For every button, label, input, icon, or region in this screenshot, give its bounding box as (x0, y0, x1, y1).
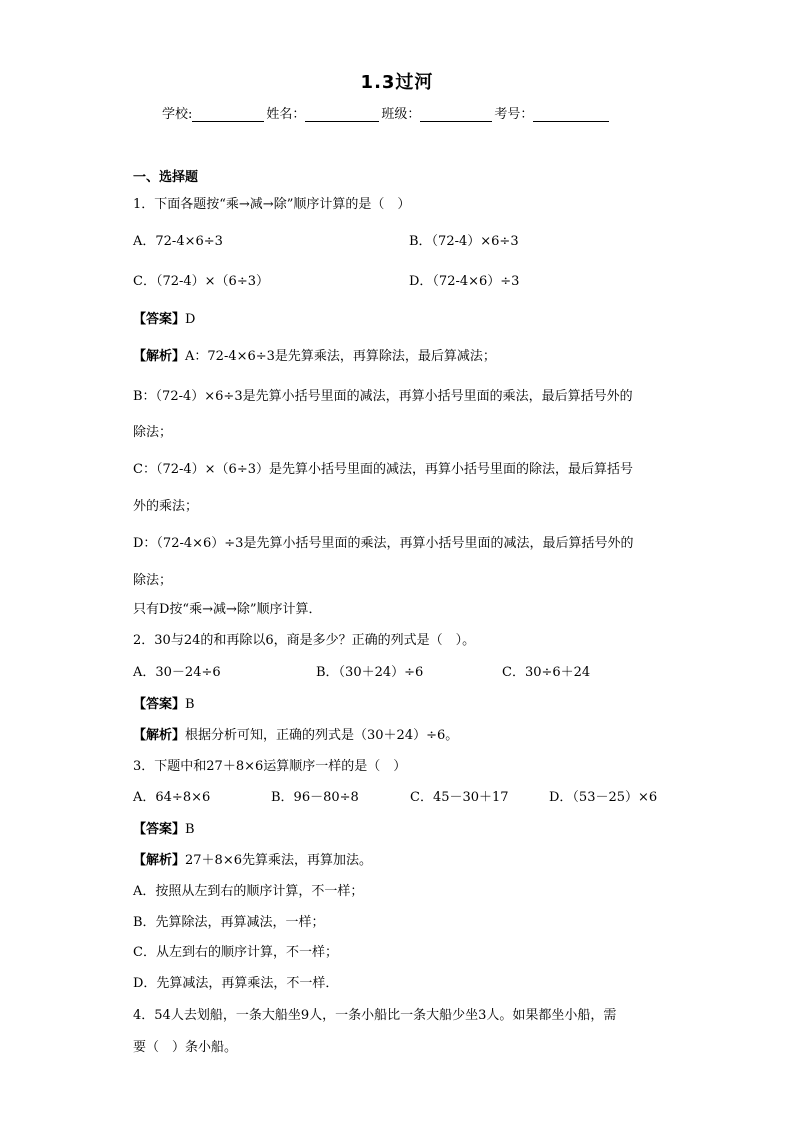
analysis-tag: 【解析】 (133, 853, 186, 868)
q1-analysis-d: D：（72-4×6）÷3是先算小括号里面的乘法，再算小括号里面的减法，最后算括号外的 (133, 536, 634, 551)
name-label: 姓名： (266, 107, 306, 122)
class-blank (420, 107, 492, 122)
q1-analysis-summary: 只有D按“乘→减→除”顺序计算． (133, 602, 322, 617)
q3-analysis-c: C．从左到右的顺序计算，不一样； (133, 945, 338, 960)
analysis-text: A：72-4×6÷3是先算乘法，再算除法，最后算减法； (185, 349, 496, 364)
answer-tag: 【答案】 (133, 822, 186, 837)
q3-analysis-a: A．按照从左到右的顺序计算，不一样； (133, 884, 364, 899)
answer-tag: 【答案】 (133, 697, 186, 712)
q2-option-c: C．30÷6＋24 (502, 665, 591, 680)
analysis-tag: 【解析】 (133, 728, 186, 743)
q1-analysis-b: B：（72-4）×6÷3是先算小括号里面的减法，再算小括号里面的乘法，最后算括号外的 (133, 389, 633, 404)
q1-option-b: B．（72-4）×6÷3 (409, 234, 519, 249)
q3-answer (133, 818, 195, 837)
student-info-line (162, 103, 642, 122)
q4-stem: 4．54人去划船，一条大船坐9人，一条小船比一条大船少坐3人。如果都坐小船，需 (133, 1008, 617, 1023)
q3-option-d: D．（53－25）×6 (549, 790, 658, 805)
q1-analysis-c-cont: 外的乘法； (133, 499, 199, 514)
q3-analysis-b: B．先算除法，再算减法，一样； (133, 915, 325, 930)
answer-value: B (185, 822, 195, 837)
page-title: 1.3过河 (360, 72, 434, 93)
school-label: 学校: (162, 107, 193, 122)
class-label: 班级： (381, 107, 421, 122)
q1-analysis-b-cont: 除法； (133, 425, 173, 440)
analysis-text: 根据分析可知，正确的列式是（30＋24）÷6。 (185, 728, 459, 743)
q2-answer (133, 693, 195, 712)
section-heading: 一、选择题 (133, 170, 199, 185)
q3-stem: 3．下题中和27＋8×6运算顺序一样的是（ ） (133, 759, 407, 774)
q3-analysis-d: D．先算减法，再算乘法，不一样． (133, 976, 339, 991)
q1-option-d: D．（72-4×6）÷3 (409, 274, 520, 289)
q2-stem: 2．30与24的和再除以6，商是多少？正确的列式是（ ）。 (133, 633, 476, 648)
q2-option-a: A．30－24÷6 (133, 665, 221, 680)
q3-option-a: A．64÷8×6 (133, 790, 211, 805)
q1-option-a: A．72-4×6÷3 (133, 234, 223, 249)
answer-value: B (185, 697, 195, 712)
school-blank (192, 107, 264, 122)
q3-option-b: B．96－80÷8 (271, 790, 359, 805)
answer-value: D (185, 312, 196, 327)
q1-option-c: C．（72-4）×（6÷3） (133, 274, 269, 289)
analysis-text: 27＋8×6先算乘法，再算加法。 (185, 853, 372, 868)
analysis-tag: 【解析】 (133, 349, 186, 364)
answer-tag: 【答案】 (133, 312, 186, 327)
q1-answer (133, 308, 195, 327)
q1-analysis (133, 345, 496, 364)
q1-analysis-d-cont: 除法； (133, 573, 173, 588)
exam-no-blank (533, 107, 609, 122)
q2-option-b: B．（30＋24）÷6 (316, 665, 424, 680)
q4-stem-cont: 要（ ）条小船。 (133, 1040, 238, 1055)
q3-analysis (133, 849, 372, 868)
q2-analysis (133, 724, 458, 743)
exam-no-label: 考号： (494, 107, 534, 122)
q1-stem: 1．下面各题按“乘→减→除”顺序计算的是（ ） (133, 197, 411, 212)
q1-analysis-c: C：（72-4）×（6÷3）是先算小括号里面的减法，再算小括号里面的除法，最后算括号 (133, 462, 633, 477)
name-blank (305, 107, 379, 122)
q3-option-c: C．45－30＋17 (410, 790, 509, 805)
